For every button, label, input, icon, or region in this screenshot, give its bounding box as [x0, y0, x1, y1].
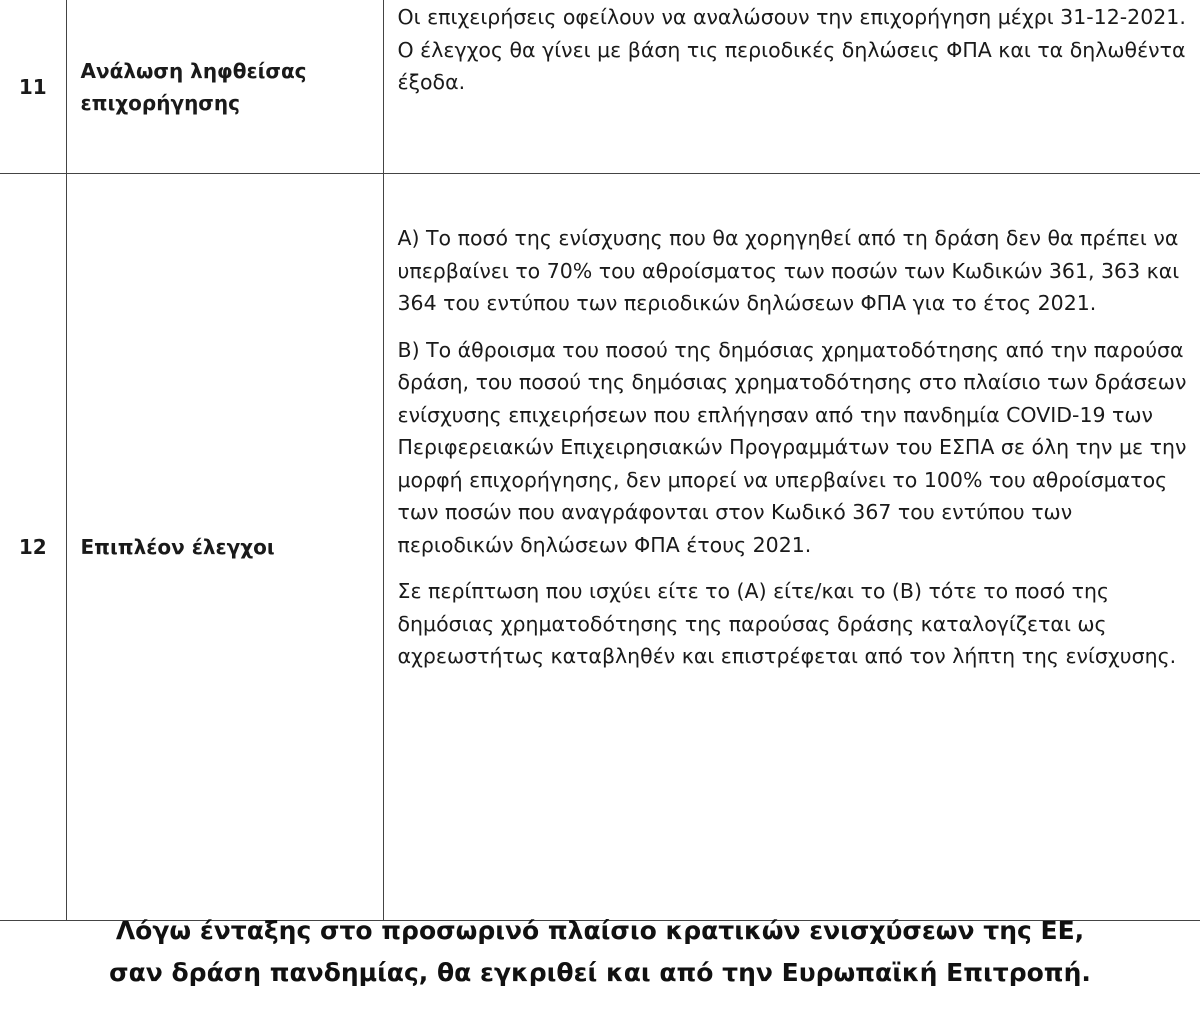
row-label: Ανάλωση ληφθείσας επιχορήγησης	[66, 0, 383, 174]
description-paragraph: Σε περίπτωση που ισχύει είτε το (Α) είτε/και το (Β) τότε το ποσό της δημόσιας χρηματοδότησης της παρούσας δράσης καταλογίζεται ως αχρεωστήτως καταβληθέν και επιστρέφεται από τον λήπτη της ενίσχυσης.	[397, 579, 1177, 668]
footer-line: σαν δράση πανδημίας, θα εγκριθεί και από την Ευρωπαϊκή Επιτροπή.	[109, 958, 1091, 987]
row-description	[383, 0, 1200, 174]
description-paragraph: Α) Το ποσό της ενίσχυσης που θα χορηγηθεί από τη δράση δεν θα πρέπει να υπερβαίνει το 70% του αθροίσματος των ποσών των Κωδικών 361, 363 και 364 του εντύπου των περιοδικών δηλώσεων ΦΠΑ για το έτος 2021.	[397, 226, 1180, 315]
description-paragraph: Οι επιχειρήσεις οφείλουν να αναλώσουν την επιχορήγηση μέχρι 31-12-2021.	[397, 5, 1186, 29]
table-row-12	[0, 174, 1200, 921]
description-paragraph: Β) Το άθροισμα του ποσού της δημόσιας χρηματοδότησης από την παρούσα δράση, του ποσού της δημόσιας χρηματοδότησης στο πλαίσιο των δράσεων ενίσχυσης επιχειρήσεων που επλήγησαν από την πανδημία COVID-19 των Περιφερειακών Επιχειρησιακών Προγραμμάτων του ΕΣΠΑ σε όλη την με την μορφή επιχορήγησης, δεν μπορεί να υπερβαίνει το 100% του αθροίσματος των ποσών που αναγράφονται στον Κωδικό 367 του εντύπου των περιοδικών δηλώσεων ΦΠΑ έτους 2021.	[397, 337, 1187, 557]
row-description	[383, 174, 1200, 921]
table-row-11	[0, 0, 1200, 174]
footer-line: Λόγω ένταξης στο προσωρινό πλαίσιο κρατικών ενισχύσεων της ΕΕ,	[115, 916, 1085, 945]
footer-note	[0, 910, 1200, 994]
row-number: 11	[0, 0, 66, 174]
row-label: Επιπλέον έλεγχοι	[66, 174, 383, 921]
row-number: 12	[0, 174, 66, 921]
description-paragraph: Ο έλεγχος θα γίνει με βάση τις περιοδικές δηλώσεις ΦΠΑ και τα δηλωθέντα έξοδα.	[397, 37, 1186, 94]
